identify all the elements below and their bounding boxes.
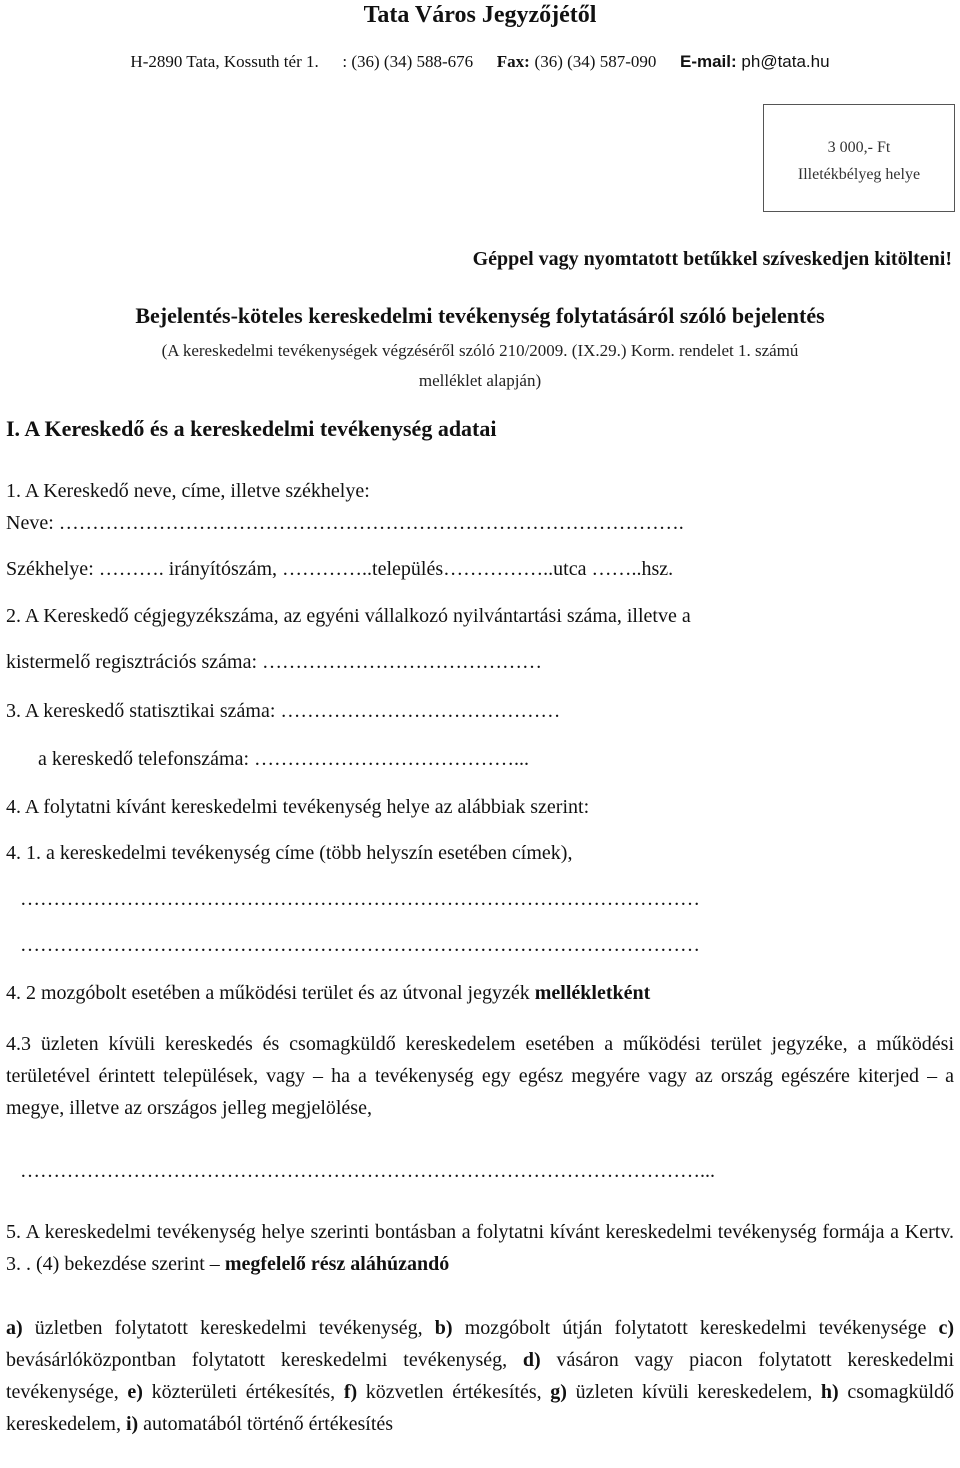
stamp-label: Illetékbélyeg helye bbox=[797, 166, 921, 183]
option-f-text[interactable]: közvetlen értékesítés, bbox=[357, 1381, 551, 1403]
name-field[interactable]: …………………………………………………………………………………. bbox=[58, 512, 684, 534]
form-title: Bejelentés-köteles kereskedelmi tevékenység folytatásáról szóló bejelentés bbox=[135, 303, 825, 328]
email-link[interactable]: ph@tata.hu bbox=[741, 52, 830, 71]
item-1-label: 1. A Kereskedő neve, címe, illetve székhelye: bbox=[6, 480, 370, 502]
statistics-field[interactable]: …………………………………… bbox=[280, 700, 561, 722]
item-4-3-field[interactable]: …………………………………………………………………………………………... bbox=[20, 1160, 715, 1182]
item-4-label: 4. A folytatni kívánt kereskedelmi tevékenység helye az alábbiak szerint: bbox=[6, 796, 590, 818]
item-3-row bbox=[6, 700, 560, 723]
page-title: Tata Város Jegyzőjétől bbox=[363, 2, 597, 28]
item-5-bold: megfelelő rész aláhúzandó bbox=[224, 1253, 450, 1275]
activity-options bbox=[6, 1312, 954, 1440]
option-f-key: f) bbox=[343, 1381, 358, 1403]
item-2-row bbox=[6, 651, 542, 674]
option-d-key: d) bbox=[522, 1349, 541, 1371]
fax-label: Fax: bbox=[496, 52, 530, 71]
item-4-2-row bbox=[6, 982, 650, 1005]
option-a-key: a) bbox=[6, 1317, 23, 1339]
name-row bbox=[6, 512, 684, 535]
option-g-text[interactable]: üzleten kívüli kereskedelem, bbox=[566, 1381, 821, 1403]
item-4-1-label: 4. 1. a kereskedelmi tevékenység címe (több helyszín esetében címek), bbox=[6, 842, 573, 864]
option-e-key: e) bbox=[127, 1381, 143, 1403]
address-field-1[interactable]: ………………………………………………………………………………………… bbox=[20, 888, 700, 910]
seat-row bbox=[6, 558, 673, 581]
seat-label: Székhelye: bbox=[6, 558, 94, 580]
address-field-2[interactable]: ………………………………………………………………………………………… bbox=[20, 934, 700, 956]
item-2-label: kistermelő regisztrációs száma: bbox=[6, 651, 258, 673]
phone-row bbox=[38, 748, 529, 771]
subtitle-line-2: melléklet alapján) bbox=[418, 371, 542, 390]
option-b-text[interactable]: mozgóbolt útján folytatott kereskedelmi tevékenysége bbox=[452, 1317, 939, 1339]
item-5-label: 5. A kereskedelmi tevékenység helye szerinti bontásban a folytatni kívánt kereskedelmi tevékenység formája a Kertv. 3. . (4) bekezdése szerint – bbox=[6, 1221, 954, 1275]
section-heading: I. A Kereskedő és a kereskedelmi tevékenység adatai bbox=[6, 416, 497, 441]
fax-text: (36) (34) 587-090 bbox=[534, 52, 657, 71]
stamp-box bbox=[763, 104, 955, 212]
option-c-key: c) bbox=[938, 1317, 955, 1339]
item-2-line-1: 2. A Kereskedő cégjegyzékszáma, az egyéni vállalkozó nyilvántartási száma, illetve a bbox=[6, 605, 691, 627]
phone-text: : (36) (34) 588-676 bbox=[342, 52, 474, 71]
item-4-2-label: 4. 2 mozgóbolt esetében a működési terület és az útvonal jegyzék bbox=[6, 982, 530, 1004]
option-b-key: b) bbox=[434, 1317, 453, 1339]
registration-field[interactable]: …………………………………… bbox=[262, 651, 543, 673]
option-h-text[interactable]: csomagküldő kereskedelem, bbox=[6, 1381, 955, 1435]
form-subtitle bbox=[0, 336, 960, 396]
item-5-text bbox=[6, 1216, 954, 1280]
name-label: Neve: bbox=[6, 512, 54, 534]
option-c-text[interactable]: bevásárlóközpontban folytatott kereskedelmi tevékenység, bbox=[6, 1349, 523, 1371]
phone-label: a kereskedő telefonszáma: bbox=[38, 748, 250, 770]
option-e-text[interactable]: közterületi értékesítés, bbox=[142, 1381, 344, 1403]
option-g-key: g) bbox=[550, 1381, 567, 1403]
stamp-amount: 3 000,- Ft bbox=[827, 139, 891, 156]
option-d-text[interactable]: vásáron vagy piacon folytatott kereskedelmi tevékenysége, bbox=[6, 1349, 954, 1403]
phone-field[interactable]: …………………………………... bbox=[254, 748, 530, 770]
option-i-text[interactable]: automatából történő értékesítés bbox=[138, 1413, 394, 1435]
item-3-label: 3. A kereskedő statisztikai száma: bbox=[6, 700, 276, 722]
item-4-3-text: 4.3 üzleten kívüli kereskedés és csomagküldő kereskedelem esetében a működési terület jegyzéke, a működési területével érintett települések, vagy – ha a tevékenység egy egész megyére vagy az ország egészére kiterjed – a megye, illetve az országos jelleg megjelölése, bbox=[6, 1033, 954, 1119]
option-a-text[interactable]: üzletben folytatott kereskedelmi tevékenység, bbox=[22, 1317, 435, 1339]
email-label: E-mail: bbox=[679, 52, 737, 71]
option-i-key: i) bbox=[125, 1413, 139, 1435]
contact-line bbox=[0, 52, 960, 72]
item-4-2-bold: mellékletként bbox=[534, 982, 651, 1004]
fill-instruction: Géppel vagy nyomtatott betűkkel szíveskedjen kitölteni! bbox=[472, 248, 952, 270]
option-h-key: h) bbox=[820, 1381, 839, 1403]
seat-field[interactable]: ………. irányítószám, …………..település……………..utca ……..hsz. bbox=[98, 558, 674, 580]
address-text: H-2890 Tata, Kossuth tér 1. bbox=[130, 52, 319, 71]
subtitle-line-1: (A kereskedelmi tevékenységek végzéséről szóló 210/2009. (IX.29.) Korm. rendelet 1. számú bbox=[161, 341, 799, 360]
